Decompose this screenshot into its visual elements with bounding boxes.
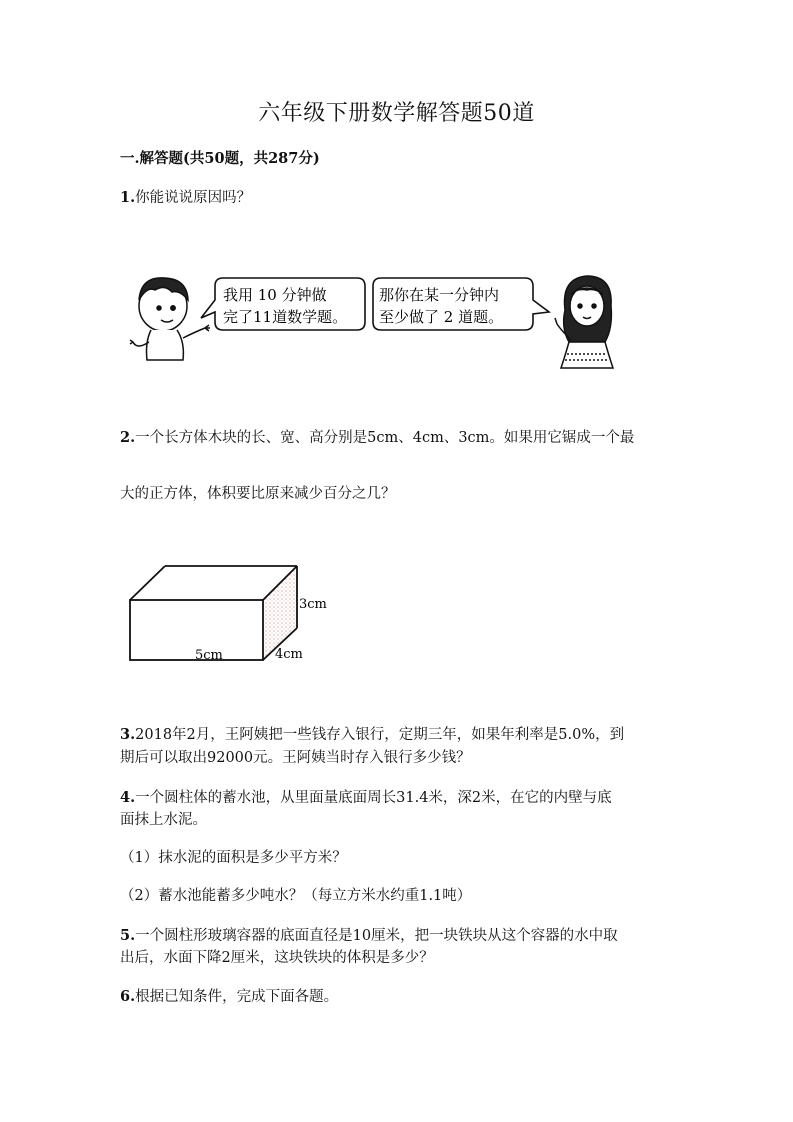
question-number: 3. bbox=[120, 726, 136, 743]
question-number: 4. bbox=[120, 789, 136, 806]
question-5-line2: 出后，水面下降2厘米，这块铁块的体积是多少？ bbox=[120, 950, 434, 966]
question-text: 一个长方体木块的长、宽、高分别是5cm、4cm、3cm。如果用它锯成一个最 bbox=[135, 430, 635, 446]
question-1 bbox=[120, 186, 680, 210]
length-label: 5cm bbox=[195, 648, 223, 663]
question-4-sub1: （1）抹水泥的面积是多少平方米？ bbox=[120, 850, 347, 866]
bubble-left-line1: 我用 10 分钟做 bbox=[223, 286, 327, 304]
question-text: 根据已知条件，完成下面各题。 bbox=[135, 989, 339, 1005]
question-2-line2: 大的正方体，体积要比原来减少百分之几？ bbox=[120, 486, 396, 502]
bubble-left-line2: 完了11道数学题。 bbox=[223, 308, 348, 326]
height-label: 3cm bbox=[299, 597, 327, 612]
boy-figure bbox=[130, 278, 210, 360]
page-title: 六年级下册数学解答题50道 bbox=[258, 101, 535, 126]
question-number: 2. bbox=[120, 429, 136, 446]
cuboid-side-face bbox=[263, 566, 297, 660]
question-4 bbox=[120, 786, 680, 810]
question-text: 一个圆柱体的蓄水池，从里面量底面周长31.4米，深2米，在它的内壁与底 bbox=[135, 790, 612, 806]
speech-bubble-left bbox=[201, 278, 365, 330]
question-number: 5. bbox=[120, 927, 136, 944]
question-4-sub2: （2）蓄水池能蓄多少吨水？（每立方米水约重1.1吨） bbox=[120, 888, 472, 904]
bubble-right-line2: 至少做了 2 道题。 bbox=[379, 308, 504, 326]
question-text: 一个圆柱形玻璃容器的底面直径是10厘米，把一块铁块从这个容器的水中取 bbox=[135, 928, 618, 944]
question-number: 1. bbox=[120, 189, 136, 206]
section-header: 一.解答题(共50题，共287分) bbox=[120, 150, 320, 167]
width-label: 4cm bbox=[275, 647, 303, 662]
question-3 bbox=[120, 723, 680, 747]
question-text: 你能说说原因吗？ bbox=[135, 190, 252, 206]
question-3-line2: 期后可以取出92000元。王阿姨当时存入银行多少钱？ bbox=[120, 750, 471, 766]
question-number: 6. bbox=[120, 988, 136, 1005]
question-6 bbox=[120, 985, 680, 1009]
question-2 bbox=[120, 426, 680, 450]
cuboid-diagram bbox=[125, 558, 345, 668]
bubble-right-line1: 那你在某一分钟内 bbox=[379, 286, 500, 304]
dialogue-illustration bbox=[125, 270, 625, 375]
question-4-line2: 面抹上水泥。 bbox=[120, 812, 207, 828]
question-5 bbox=[120, 924, 680, 948]
speech-bubble-right bbox=[373, 278, 549, 330]
girl-figure bbox=[555, 276, 613, 368]
question-text: 2018年2月，王阿姨把一些钱存入银行，定期三年，如果年利率是5.0%，到 bbox=[135, 727, 625, 743]
